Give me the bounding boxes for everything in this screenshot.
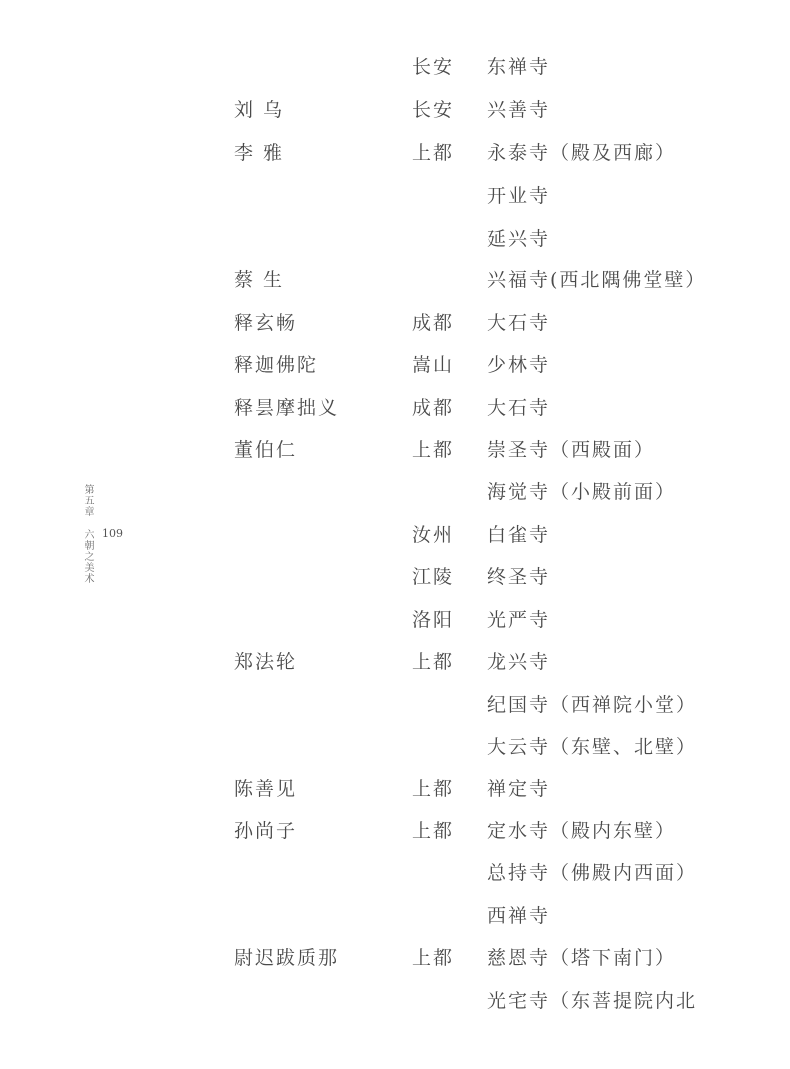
city-name: 长安 bbox=[412, 56, 455, 78]
temple-name: 大石寺 bbox=[487, 397, 551, 419]
temple-name: 光严寺 bbox=[487, 609, 551, 631]
painter-name: 孙尚子 bbox=[234, 820, 298, 842]
list-row bbox=[0, 435, 790, 478]
temple-name: 崇圣寺（西殿面） bbox=[487, 439, 656, 461]
temple-name: 西禅寺 bbox=[487, 905, 551, 927]
list-row bbox=[0, 858, 790, 901]
temple-name: 龙兴寺 bbox=[487, 651, 551, 673]
city-name: 洛阳 bbox=[412, 609, 455, 631]
list-row bbox=[0, 350, 790, 393]
list-row bbox=[0, 901, 790, 944]
page-number: 109 bbox=[102, 527, 123, 540]
chapter-title: 六朝之美术 bbox=[82, 529, 93, 584]
list-row bbox=[0, 732, 790, 775]
temple-name: 纪国寺（西禅院小堂） bbox=[487, 694, 698, 716]
painter-name: 释迦佛陀 bbox=[234, 354, 319, 376]
temple-name: 海觉寺（小殿前面） bbox=[487, 481, 677, 503]
list-row bbox=[0, 308, 790, 351]
temple-name: 少林寺 bbox=[487, 354, 551, 376]
list-row bbox=[0, 943, 790, 986]
list-row bbox=[0, 562, 790, 605]
list-row bbox=[0, 605, 790, 648]
painter-name: 释玄畅 bbox=[234, 312, 298, 334]
temple-name: 大云寺（东壁、北壁） bbox=[487, 736, 698, 758]
painter-name: 刘 乌 bbox=[234, 99, 285, 121]
temple-name: 白雀寺 bbox=[487, 524, 551, 546]
temple-name: 东禅寺 bbox=[487, 56, 551, 78]
list-row bbox=[0, 774, 790, 817]
temple-name: 终圣寺 bbox=[487, 566, 551, 588]
list-row bbox=[0, 224, 790, 267]
painter-name: 董伯仁 bbox=[234, 439, 298, 461]
temple-name: 兴福寺(西北隅佛堂壁） bbox=[487, 269, 707, 291]
list-row bbox=[0, 95, 790, 138]
painter-name: 尉迟跋质那 bbox=[234, 947, 340, 969]
city-name: 上都 bbox=[412, 142, 455, 164]
painter-name: 蔡 生 bbox=[234, 269, 285, 291]
temple-name: 开业寺 bbox=[487, 185, 551, 207]
chapter-label: 第五章 bbox=[82, 484, 93, 517]
city-name: 上都 bbox=[412, 439, 455, 461]
city-name: 成都 bbox=[412, 312, 455, 334]
temple-name: 延兴寺 bbox=[487, 228, 551, 250]
temple-name: 大石寺 bbox=[487, 312, 551, 334]
city-name: 上都 bbox=[412, 778, 455, 800]
temple-name: 慈恩寺（塔下南门） bbox=[487, 947, 677, 969]
painter-name: 郑法轮 bbox=[234, 651, 298, 673]
city-name: 上都 bbox=[412, 651, 455, 673]
list-row bbox=[0, 181, 790, 224]
list-row bbox=[0, 265, 790, 308]
temple-name: 兴善寺 bbox=[487, 99, 551, 121]
list-row bbox=[0, 986, 790, 1029]
city-name: 长安 bbox=[412, 99, 455, 121]
painter-name: 陈善见 bbox=[234, 778, 298, 800]
city-name: 江陵 bbox=[412, 566, 455, 588]
city-name: 嵩山 bbox=[412, 354, 455, 376]
painter-name: 李 雅 bbox=[234, 142, 285, 164]
city-name: 汝州 bbox=[412, 524, 455, 546]
temple-name: 禅定寺 bbox=[487, 778, 551, 800]
list-row bbox=[0, 52, 790, 95]
list-row bbox=[0, 393, 790, 436]
list-row bbox=[0, 520, 790, 563]
temple-name: 定水寺（殿内东壁） bbox=[487, 820, 677, 842]
list-row bbox=[0, 690, 790, 733]
list-row bbox=[0, 477, 790, 520]
list-row bbox=[0, 647, 790, 690]
temple-name: 永泰寺（殿及西廊） bbox=[487, 142, 677, 164]
city-name: 成都 bbox=[412, 397, 455, 419]
list-row bbox=[0, 138, 790, 181]
city-name: 上都 bbox=[412, 820, 455, 842]
temple-name: 光宅寺（东菩提院内北 bbox=[487, 990, 698, 1012]
painter-name: 释昙摩拙义 bbox=[234, 397, 340, 419]
temple-name: 总持寺（佛殿内西面） bbox=[487, 862, 698, 884]
city-name: 上都 bbox=[412, 947, 455, 969]
list-row bbox=[0, 816, 790, 859]
